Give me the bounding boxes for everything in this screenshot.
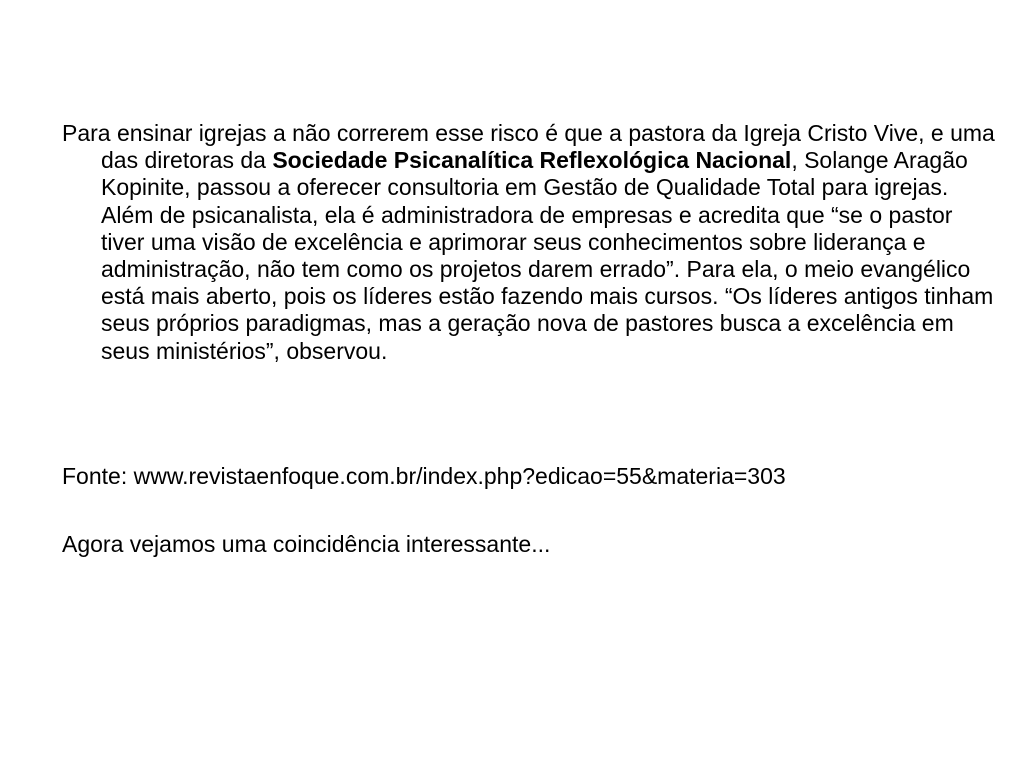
- organization-name: Sociedade Psicanalítica Reflexológica Nacional: [272, 147, 792, 174]
- paragraph-text-start: Para ensinar igrejas a não correrem esse risco é que a pastora da Igreja Cristo Vive, e uma das diretoras da: [62, 120, 995, 174]
- closing-line: Agora vejamos uma coincidência interessante...: [62, 531, 551, 557]
- article-paragraph: [62, 120, 1001, 365]
- source-line: Fonte: www.revistaenfoque.com.br/index.php?edicao=55&materia=303: [62, 463, 786, 489]
- paragraph-text-end: , Solange Aragão Kopinite, passou a oferecer consultoria em Gestão de Qualidade Total para igrejas. Além de psicanalista, ela é administradora de empresas e acredita que “se o pastor tiver uma visão de excelência e aprimorar seus conhecimentos sobre liderança e administração, não tem como os projetos darem errado”. Para ela, o meio evangélico está mais aberto, pois os líderes estão fazendo mais cursos. “Os líderes antigos tinham seus próprios paradigmas, mas a geração nova de pastores busca a excelência em seus ministérios”, observou.: [101, 147, 994, 364]
